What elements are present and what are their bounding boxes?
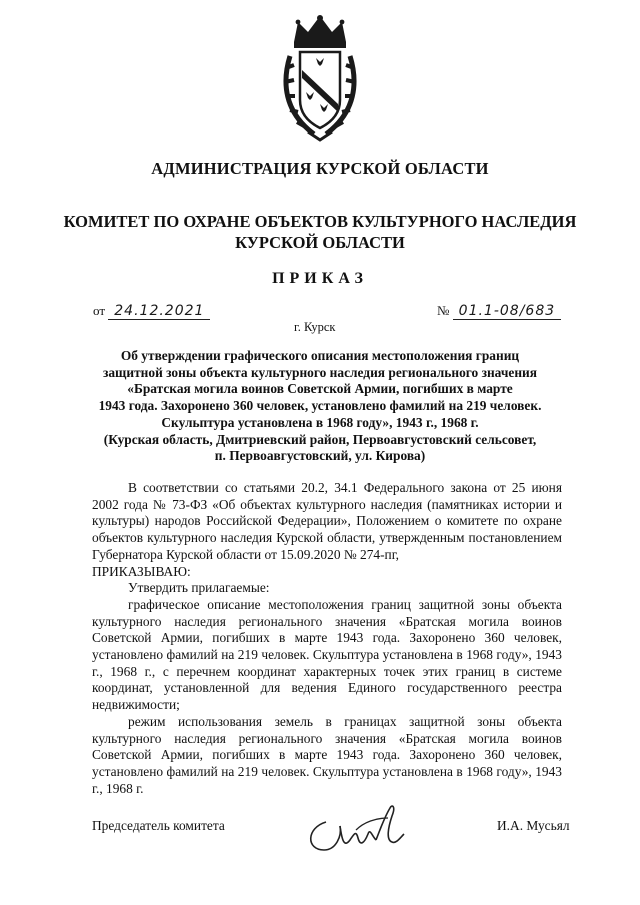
title-line: п. Первоавгустовский, ул. Кирова) — [214, 448, 426, 464]
kursk-coat-of-arms-icon — [280, 12, 360, 144]
signatory-name: И.А. Мусьял — [497, 818, 570, 833]
administration-title: АДМИНИСТРАЦИЯ КУРСКОЙ ОБЛАСТИ — [151, 159, 489, 178]
order-heading: ПРИКАЗ — [272, 270, 368, 287]
title-line: Скульптура установлена в 1968 году», 1943 г., 1968 г. — [161, 414, 479, 430]
body-paragraph-regime: режим использования земель в границах защитной зоны объекта культурного наследия регионального значения «Братская могила воинов Советской Армии, погибших в марте 1943 года. Захоронено 360 человек, установлено фамилий на 219 человек. Скульптура установлена в 1968 году», 1943 г., 1968 г. — [92, 713, 562, 796]
signatory-position: Председатель комитета — [92, 818, 225, 833]
document-body — [92, 480, 562, 797]
committee-title-line1: КОМИТЕТ ПО ОХРАНЕ ОБЪЕКТОВ КУЛЬТУРНОГО НАСЛЕДИЯ — [63, 212, 577, 231]
order-date: 24.12.2021 — [108, 303, 210, 320]
title-line: защитной зоны объекта культурного наследия регионального значения — [102, 364, 538, 380]
title-line: (Курская область, Дмитриевский район, Первоавгустовский сельсовет, — [103, 431, 537, 447]
body-paragraph-preamble: В соответствии со статьями 20.2, 34.1 Федерального закона от 25 июня 2002 года № 73-ФЗ «Об объектах культурного наследия (памятниках истории и культуры) народов Российской Федерации», Положением о комитете по охране объектов культурного наследия Курской области, утвержденным постановлением Губернатора Курской области от 15.09.2020 № 274-пг, — [92, 480, 562, 562]
order-number-row — [437, 303, 561, 320]
order-directive: ПРИКАЗЫВАЮ: — [92, 563, 191, 579]
handwritten-signature-icon — [296, 800, 416, 860]
committee-title-line2: КУРСКОЙ ОБЛАСТИ — [235, 233, 405, 252]
order-number: 01.1-08/683 — [453, 303, 561, 320]
body-paragraph-description: графическое описание местоположения границ защитной зоны объекта культурного наследия регионального значения «Братская могила воинов Советской Армии, погибших в марте 1943 года. Захоронено 360 человек, установлено фамилий на 219 человек. Скульптура установлена в 1968 году», 1943 г., 1968 г., с перечнем координат характерных точек этих границ в системе координат, установленной для ведения Единого государственного реестра недвижимости; — [92, 596, 562, 713]
title-line: «Братская могила воинов Советской Армии, погибших в марте — [127, 381, 513, 397]
document-title — [92, 348, 548, 465]
body-paragraph-approve: Утвердить прилагаемые: — [128, 580, 270, 596]
title-line: 1943 года. Захоронено 360 человек, установлено фамилий на 219 человек. — [98, 398, 542, 414]
city-label: г. Курск — [294, 320, 336, 334]
order-date-row — [93, 303, 210, 320]
number-label: № — [437, 303, 450, 318]
committee-title — [60, 211, 580, 253]
title-line: Об утверждении графического описания местоположения границ — [120, 348, 520, 363]
date-label: от — [93, 303, 106, 318]
